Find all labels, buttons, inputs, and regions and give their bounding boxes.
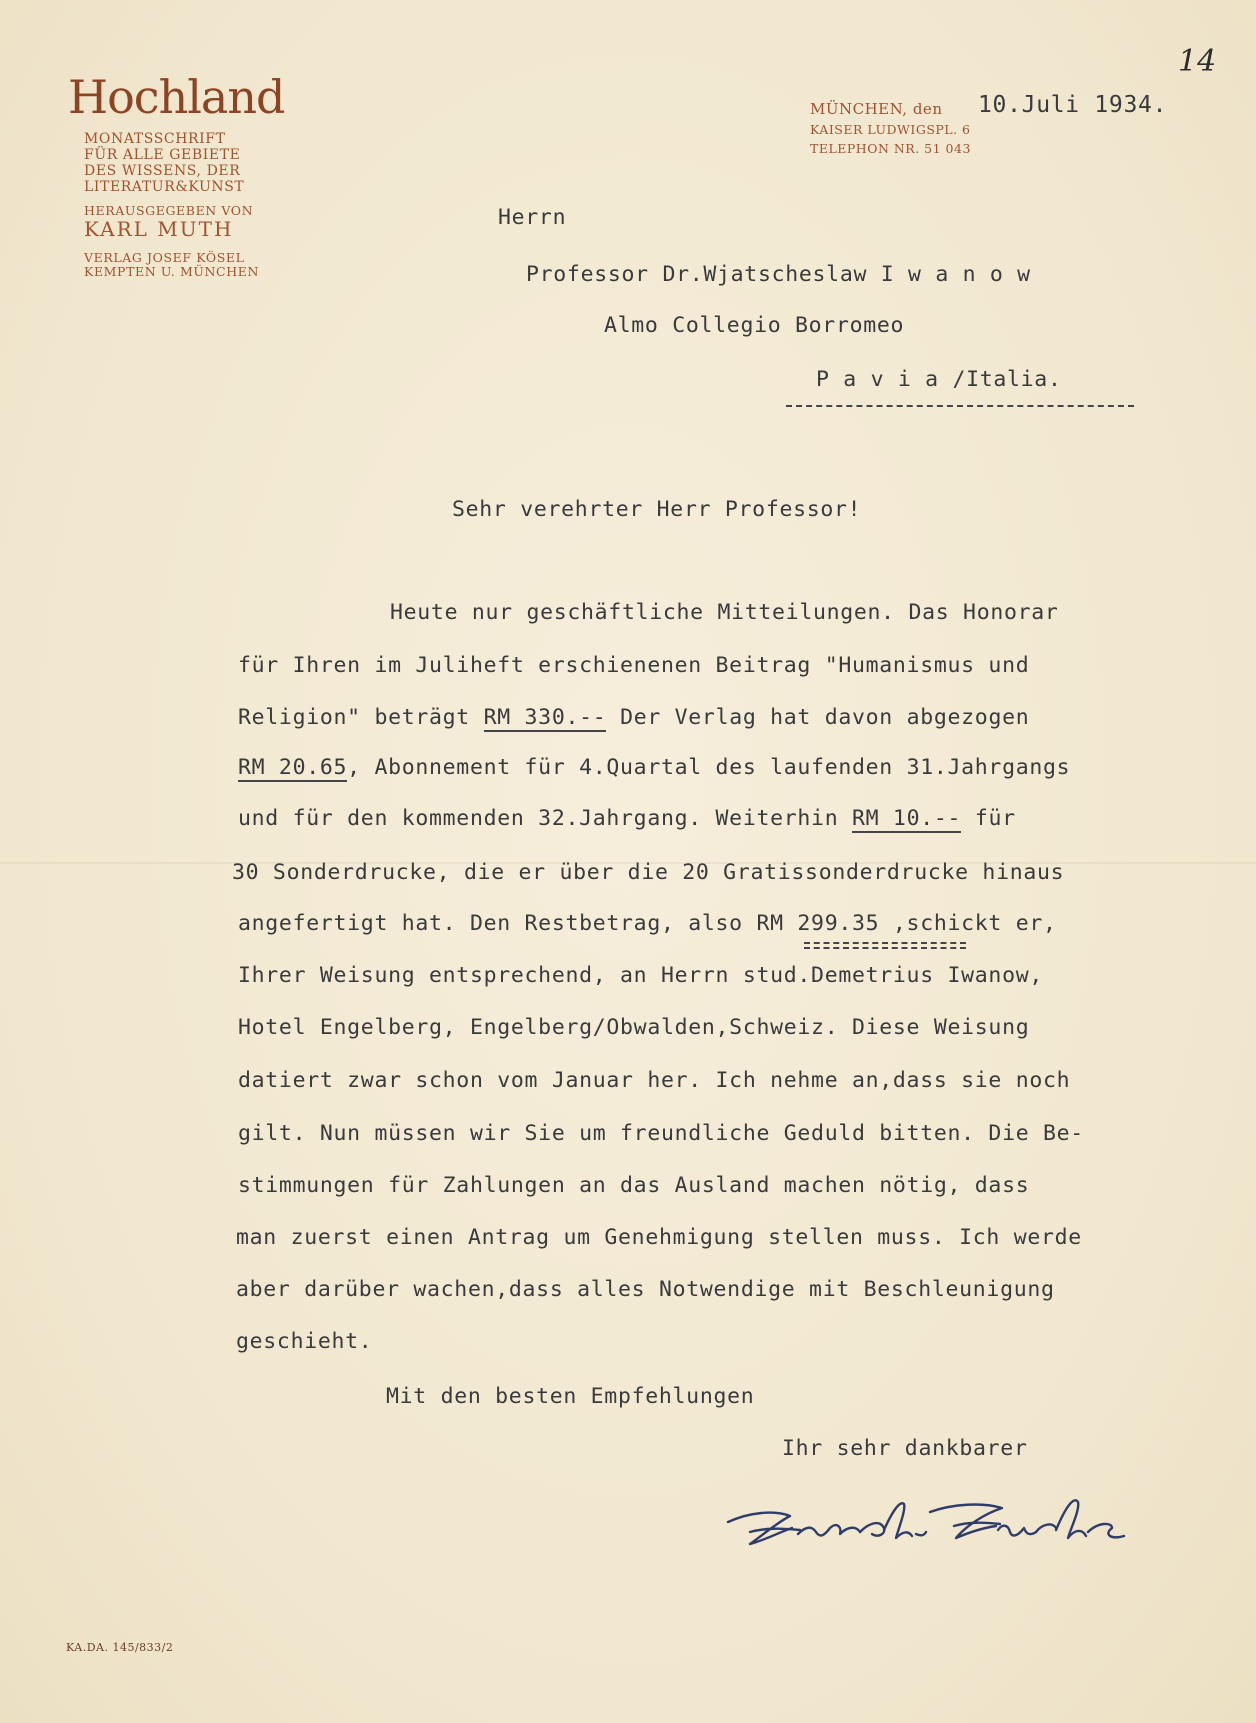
closing-2: Ihr sehr dankbarer	[782, 1436, 1028, 1461]
body-line: Ihrer Weisung entsprechend, an Herrn stud.Demetrius Iwanow,	[238, 963, 1044, 988]
body-text: Religion" beträgt	[238, 705, 470, 730]
body-line: aber darüber wachen,dass alles Notwendige mit Beschleunigung	[236, 1277, 1055, 1302]
body-text: und für den kommenden 32.Jahrgang. Weiterhin	[238, 806, 839, 831]
body-text: für	[974, 806, 1016, 831]
body-line: Hotel Engelberg, Engelberg/Obwalden,Schweiz. Diese Weisung	[238, 1015, 1030, 1040]
recipient-name: Professor Dr.Wjatscheslaw I w a n o w	[526, 262, 1031, 287]
body-line	[238, 705, 1029, 730]
body-line: gilt. Nun müssen wir Sie um freundliche Geduld bitten. Die Be-	[238, 1121, 1084, 1146]
body-line: angefertigt hat. Den Restbetrag, also RM 299.35 ,schickt er,	[238, 911, 1057, 936]
recipient-city: P a v i a /Italia.	[816, 367, 1062, 392]
handwritten-signature	[720, 1482, 1140, 1572]
amount-deduction: RM 20.65	[238, 755, 348, 780]
body-line: für Ihren im Juliheft erschienenen Beitrag "Humanismus und	[238, 653, 1030, 678]
address-underline	[786, 405, 1134, 407]
body-line: geschieht.	[236, 1329, 373, 1354]
recipient-salutation: Herrn	[498, 205, 567, 230]
body-line: datiert zwar schon vom Januar her. Ich nehme an,dass sie noch	[238, 1068, 1071, 1093]
closing: Mit den besten Empfehlungen	[386, 1384, 755, 1409]
letterhead-city: MÜNCHEN, den	[810, 100, 943, 118]
body-text: Der Verlag hat davon abgezogen	[620, 705, 1030, 730]
body-line	[238, 806, 1016, 831]
letterhead-address: KAISER LUDWIGSPL. 6	[810, 122, 971, 137]
amount-honorar: RM 330.--	[483, 705, 607, 730]
archive-mark: KA.DA. 145/833/2	[66, 1641, 174, 1654]
letterhead-logo: Hochland	[68, 70, 285, 124]
letterhead-line: DES WISSENS, DER	[84, 163, 241, 179]
letterhead-publisher: KEMPTEN U. MÜNCHEN	[84, 264, 259, 279]
letterhead-line: HERAUSGEGEBEN VON	[84, 203, 254, 218]
body-line: stimmungen für Zahlungen an das Ausland machen nötig, dass	[238, 1173, 1030, 1198]
body-line: 30 Sonderdrucke, die er über die 20 Gratissonderdrucke hinaus	[232, 860, 1065, 885]
letter-date: 10.Juli 1934.	[978, 92, 1168, 118]
body-line	[238, 755, 1070, 780]
letterhead-line: LITERATUR&KUNST	[84, 179, 245, 195]
recipient-institution: Almo Collegio Borromeo	[604, 313, 905, 338]
letterhead-telephone: TELEPHON NR. 51 043	[810, 141, 971, 156]
body-line: Heute nur geschäftliche Mitteilungen. Das Honorar	[390, 600, 1059, 625]
letterhead-publisher: VERLAG JOSEF KÖSEL	[84, 250, 245, 265]
letterhead-editor: KARL MUTH	[84, 217, 234, 241]
body-line: man zuerst einen Antrag um Genehmigung stellen muss. Ich werde	[236, 1225, 1082, 1250]
letterhead-line: FÜR ALLE GEBIETE	[84, 147, 241, 163]
letterhead-line: MONATSSCHRIFT	[84, 131, 226, 147]
body-text: , Abonnement für 4.Quartal des laufenden 31.Jahrgangs	[347, 755, 1071, 780]
amount-sonderdrucke: RM 10.--	[852, 806, 962, 831]
double-underline	[804, 942, 966, 949]
greeting: Sehr verehrter Herr Professor!	[452, 497, 862, 522]
page-number: 14	[1178, 44, 1217, 79]
